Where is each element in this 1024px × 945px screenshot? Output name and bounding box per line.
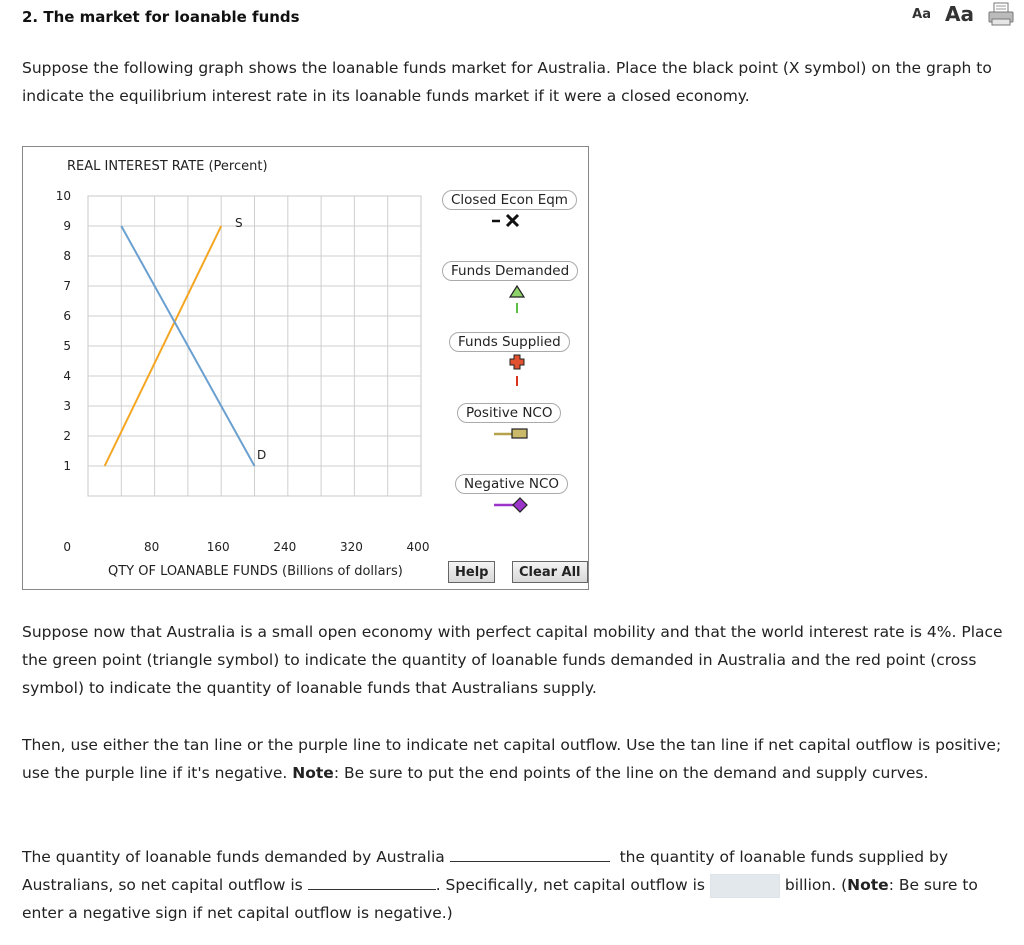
graph-panel bbox=[22, 146, 589, 590]
funds-supplied-label: Funds Supplied bbox=[449, 332, 570, 352]
positive-nco-label: Positive NCO bbox=[457, 403, 561, 423]
increase-text-size-button[interactable]: Aa bbox=[945, 2, 974, 26]
x-tick-label: 80 bbox=[143, 540, 160, 554]
nco-sign-dropdown[interactable] bbox=[308, 872, 436, 890]
nco-amount-input[interactable] bbox=[710, 874, 780, 898]
y-tick-label: 4 bbox=[63, 369, 71, 383]
answer-text-1: The quantity of loanable funds demanded by Australia bbox=[22, 848, 445, 866]
intro-paragraph: Suppose the following graph shows the loanable funds market for Australia. Place the black point (X symbol) on the graph to indicate the equilibrium interest rate in its loanable funds market if it were a closed economy. bbox=[22, 59, 992, 105]
y-tick-label: 9 bbox=[63, 219, 71, 233]
y-tick-label: 2 bbox=[63, 429, 71, 443]
open-economy-paragraph: Suppose now that Australia is a small open economy with perfect capital mobility and that the world interest rate is 4%. Place the green point (triangle symbol) to indicate the quantity of loanable funds demanded in Australia and the red point (cross symbol) to indicate the quantity of loanable funds that Australians supply. bbox=[22, 623, 1003, 697]
demand-curve-label: D bbox=[257, 448, 267, 462]
closed-econ-eqm-label: Closed Econ Eqm bbox=[442, 190, 577, 210]
nco-instructions-note-text: : Be sure to put the end points of the line on the demand and supply curves. bbox=[333, 764, 929, 782]
funds-demanded-label: Funds Demanded bbox=[442, 261, 578, 281]
y-tick-label: 3 bbox=[63, 399, 71, 413]
x-tick-label: 320 bbox=[339, 540, 363, 554]
y-tick-label: 7 bbox=[63, 279, 71, 293]
answer-text-4: billion. ( bbox=[784, 876, 848, 894]
nco-instructions-paragraph bbox=[22, 731, 1007, 787]
answer-paragraph bbox=[22, 843, 1007, 927]
y-tick-label: 10 bbox=[55, 189, 71, 203]
answer-text-5: : Be sure to enter a negative sign if net capital outflow is negative.) bbox=[22, 876, 978, 922]
x-tick-label: 400 bbox=[406, 540, 430, 554]
print-icon[interactable] bbox=[988, 2, 1014, 26]
axis-ticks bbox=[56, 189, 430, 554]
answer-text-3: . Specifically, net capital outflow is bbox=[435, 876, 705, 894]
answer-text-2: the quantity of loanable funds supplied by Australians, so net capital outflow is bbox=[22, 848, 949, 894]
comparison-dropdown[interactable] bbox=[450, 844, 610, 862]
clear-all-button[interactable]: Clear All bbox=[512, 561, 588, 583]
question-heading: 2. The market for loanable funds bbox=[22, 8, 300, 26]
graph-grid bbox=[88, 196, 421, 496]
y-tick-label: 1 bbox=[63, 459, 71, 473]
decrease-text-size-button[interactable]: Aa bbox=[912, 6, 932, 22]
x-axis-title: QTY OF LOANABLE FUNDS (Billions of dollars) bbox=[108, 564, 403, 579]
y-tick-label: 0 bbox=[63, 540, 71, 554]
answer-note-label: Note bbox=[847, 876, 889, 894]
y-tick-label: 8 bbox=[63, 249, 71, 263]
text-size-tools bbox=[912, 2, 1014, 26]
supply-curve-label: S bbox=[235, 216, 243, 230]
nco-instructions-text: Then, use either the tan line or the purple line to indicate net capital outflow. Use the tan line if net capital outflow is positive; use the purple line if it's negative. bbox=[22, 736, 1002, 782]
y-axis-title: REAL INTEREST RATE (Percent) bbox=[67, 159, 268, 174]
note-label: Note bbox=[292, 764, 334, 782]
x-tick-label: 160 bbox=[206, 540, 230, 554]
help-button[interactable]: Help bbox=[448, 561, 495, 583]
x-tick-label: 240 bbox=[273, 540, 297, 554]
y-tick-label: 5 bbox=[63, 339, 71, 353]
negative-nco-label: Negative NCO bbox=[455, 474, 568, 494]
y-tick-label: 6 bbox=[63, 309, 71, 323]
